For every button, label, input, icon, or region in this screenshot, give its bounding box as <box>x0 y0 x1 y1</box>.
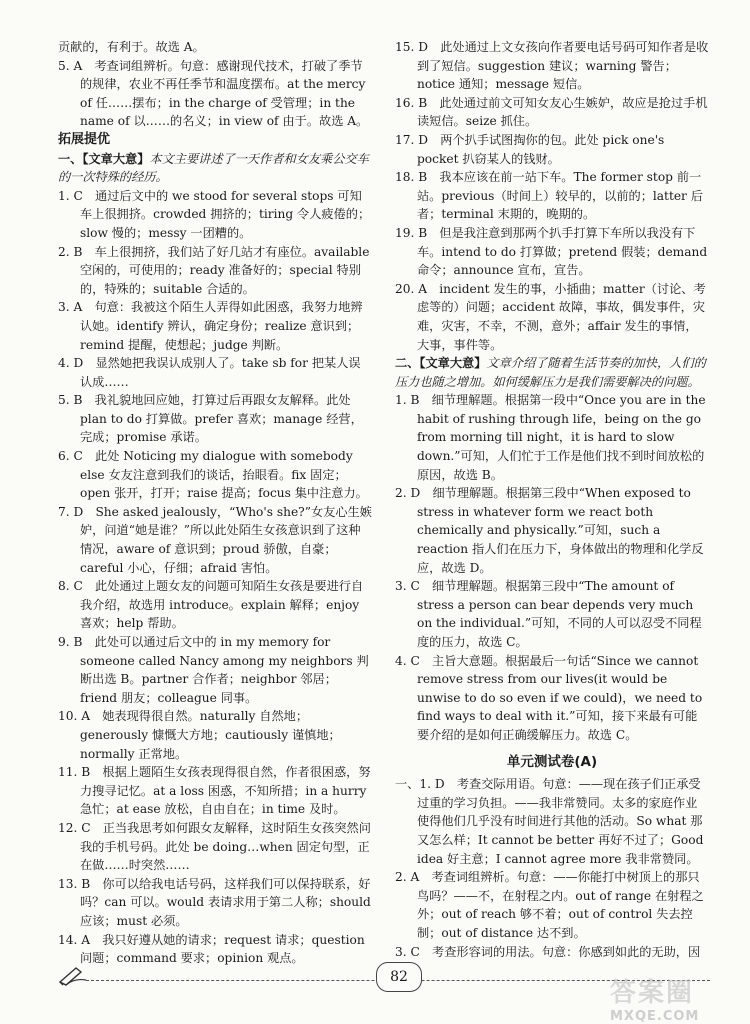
answer-item: 1. B 细节理解题。根据第一段中“Once you are in the habit of rushing through life，being on the go from morning till night，it is hard to slow down.”可知，人们忙于工作是他们找不到时间放松的原因，故选 B。 <box>395 393 706 482</box>
watermark-logo <box>610 972 740 1024</box>
page-number: 82 <box>376 962 422 992</box>
answer-item: 3. C 细节理解题。根据第三段中“The amount of stress a person can bear depends very much on the individual.”可知，不同的人可以忍受不同程度的压力，故选 C。 <box>395 579 702 649</box>
answer-item: 5. A 考查词组辨析。句意：感谢现代技术，打破了季节的规律，农业不再任季节和温度摆布。at the mercy of 任……摆布；in the charge of 受管理；in the name of 以……的名义；in view of 由于。故选 A。 <box>58 58 369 129</box>
answer-item: 9. B 此处可以通过后文中的 in my memory for someone called Nancy among my neighbors 判断出选 B。partner 合作者；neighbor 邻居；friend 朋友；colleague 同事。 <box>58 635 369 705</box>
answer-item: 14. A 我只好遵从她的请求；request 请求；question 问题；command 要求；opinion 观点。 <box>58 932 365 966</box>
summary-text: 文章介绍了随着生活节奏的加快，人们的压力也随之增加。如何缓解压力是我们需要解决的问题。 <box>395 356 706 389</box>
answer-item: 6. C 此处 Noticing my dialogue with somebody else 女友注意到我们的谈话，抬眼看。fix 固定；open 张开，打开；raise 提高；focus 集中注意力。 <box>58 449 368 501</box>
unit-test-title: 单元测试卷(A) <box>506 753 598 770</box>
passage-summary <box>395 354 709 391</box>
answer-item: 4. D 显然她把我误认成别人了。take sb for 把某人误认成…… <box>58 356 361 389</box>
answer-item: 2. D 细节理解题。根据第三段中“When exposed to stress in whatever form we react both chemically and physically.”可知，such a reaction 指人们在压力下，身体做出的物理和化学反应，故选 D。 <box>395 486 704 575</box>
summary-text: 本文主要讲述了一天作者和女友乘公交车的一次特殊的经历。 <box>58 151 369 185</box>
answer-item: 1. C 通过后文中的 we stood for several stops 可知车上很拥挤。crowded 拥挤的；tiring 令人疲倦的；slow 慢的；messy 一团糟的。 <box>58 188 371 240</box>
watermark-url: MXQE.COM <box>610 1009 700 1024</box>
answer-item: 10. A 她表现得很自然。naturally 自然地；generously 慷慨大方地；cautiously 谨慎地；normally 正常地。 <box>58 709 341 761</box>
answer-item: 20. A incident 发生的事，小插曲；matter（讨论、考虑等的）问题；accident 故障，事故，偶发事件，灾难，灾害，不幸，不测，意外；affair 发生的事情，大事，事件等。 <box>395 281 706 352</box>
answer-item: 8. C 此处通过上题女友的问题可知陌生女孩是要进行自我介绍，故选用 introduce。explain 解释；enjoy 喜欢；help 帮助。 <box>58 579 364 631</box>
watermark-text: 答案圈 <box>610 978 695 1008</box>
answer-item: 12. C 正当我思考如何跟女友解释，这时陌生女孩突然问我的手机号码。此处 be doing…when 固定句型，正在做……时突然…… <box>58 820 371 873</box>
answer-item: 18. B 我本应该在前一站下车。The former stop 前一站。previous（时间上）较早的，以前的；latter 后者；terminal 末期的，晚期的。 <box>395 170 703 222</box>
answer-item: 4. C 主旨大意题。根据最后一句话“Since we cannot remove stress from our lives(it would be unwise to do so even if we could)，we need to find ways to deal with it.”可知，接下来最有可能要介绍的是如何正确缓解压力。故选 C。 <box>395 653 703 742</box>
pen-icon <box>58 964 88 986</box>
answer-item: 3. C 考查形容词的用法。句意：你感到如此的无助，因 <box>395 944 701 959</box>
answer-item: 3. A 句意：我被这个陌生人弄得如此困惑，我努力地辨认她。identify 辨认，确定身份；realize 意识到；remind 提醒，使想起；judge 判断。 <box>58 300 363 352</box>
answer-item: 7. D She asked jealously，“Who's she?”女友心生嫉妒，问道“她是谁？”所以此处陌生女孩意识到了这种情况，aware of 意识到；proud 骄傲，自豪；careful 小心，仔细；afraid 害怕。 <box>58 504 372 575</box>
answer-item: 贡献的，有利于。故选 A。 <box>58 40 205 54</box>
answer-item: 一、1. D 考查交际用语。句意：——现在孩子们正承受过重的学习负担。——我非常赞同。太多的家庭作业使得他们几乎没有时间进行其他的活动。So what 那又怎么样；It cannot be better 再好不过了；Good idea 好主意；I cannot agree more 我非常赞同。 <box>395 777 704 866</box>
answer-item: 2. A 考查词组辨析。句意：——你能打中树顶上的那只鸟吗？——不，在射程之内。out of range 在射程之外；out of reach 够不着；out of control 失去控制；out of distance 达不到。 <box>395 870 704 940</box>
summary-tag: 一、【文章大意】 <box>58 151 150 166</box>
answer-item: 13. B 你可以给我电话号码，这样我们可以保持联系，好吗？can 可以。would 表请求用于第二人称；should 应该；must 必须。 <box>58 876 371 928</box>
passage-summary <box>58 150 372 187</box>
answer-item: 15. D 此处通过上文女孩向作者要电话号码可知作者是收到了短信。suggestion 建议；warning 警告；notice 通知；message 短信。 <box>395 40 709 92</box>
answer-item: 19. B 但是我注意到那两个扒手打算下车所以我没有下车。intend to do 打算做；pretend 假装；demand 命令；announce 宣布，宣告。 <box>395 225 708 278</box>
right-column <box>395 38 709 961</box>
answer-item: 11. B 根据上题陌生女孩表现得很自然，作者很困惑，努力搜寻记忆。at a loss 困惑，不知所措；in a hurry 急忙；at ease 放松，自由自在；in time 及时。 <box>58 765 371 817</box>
answer-item: 17. D 两个扒手试图掏你的包。此处 pick one's pocket 扒窃某人的钱财。 <box>395 132 665 166</box>
answer-item: 5. B 我礼貌地回应她，打算过后再跟女友解释。此处 plan to do 打算做。prefer 喜欢；manage 经营，完成；promise 承诺。 <box>58 393 363 445</box>
section-heading: 拓展提优 <box>58 131 111 147</box>
left-column <box>58 38 372 968</box>
answer-item: 2. B 车上很拥挤，我们站了好几站才有座位。available 空闲的，可使用的；ready 准备好的；special 特别的，特殊的；suitable 合适的。 <box>58 244 370 296</box>
summary-tag: 二、【文章大意】 <box>395 356 487 371</box>
answer-item: 16. B 此处通过前文可知女友心生嫉妒，故应是抢过手机读短信。seize 抓住。 <box>395 95 708 129</box>
